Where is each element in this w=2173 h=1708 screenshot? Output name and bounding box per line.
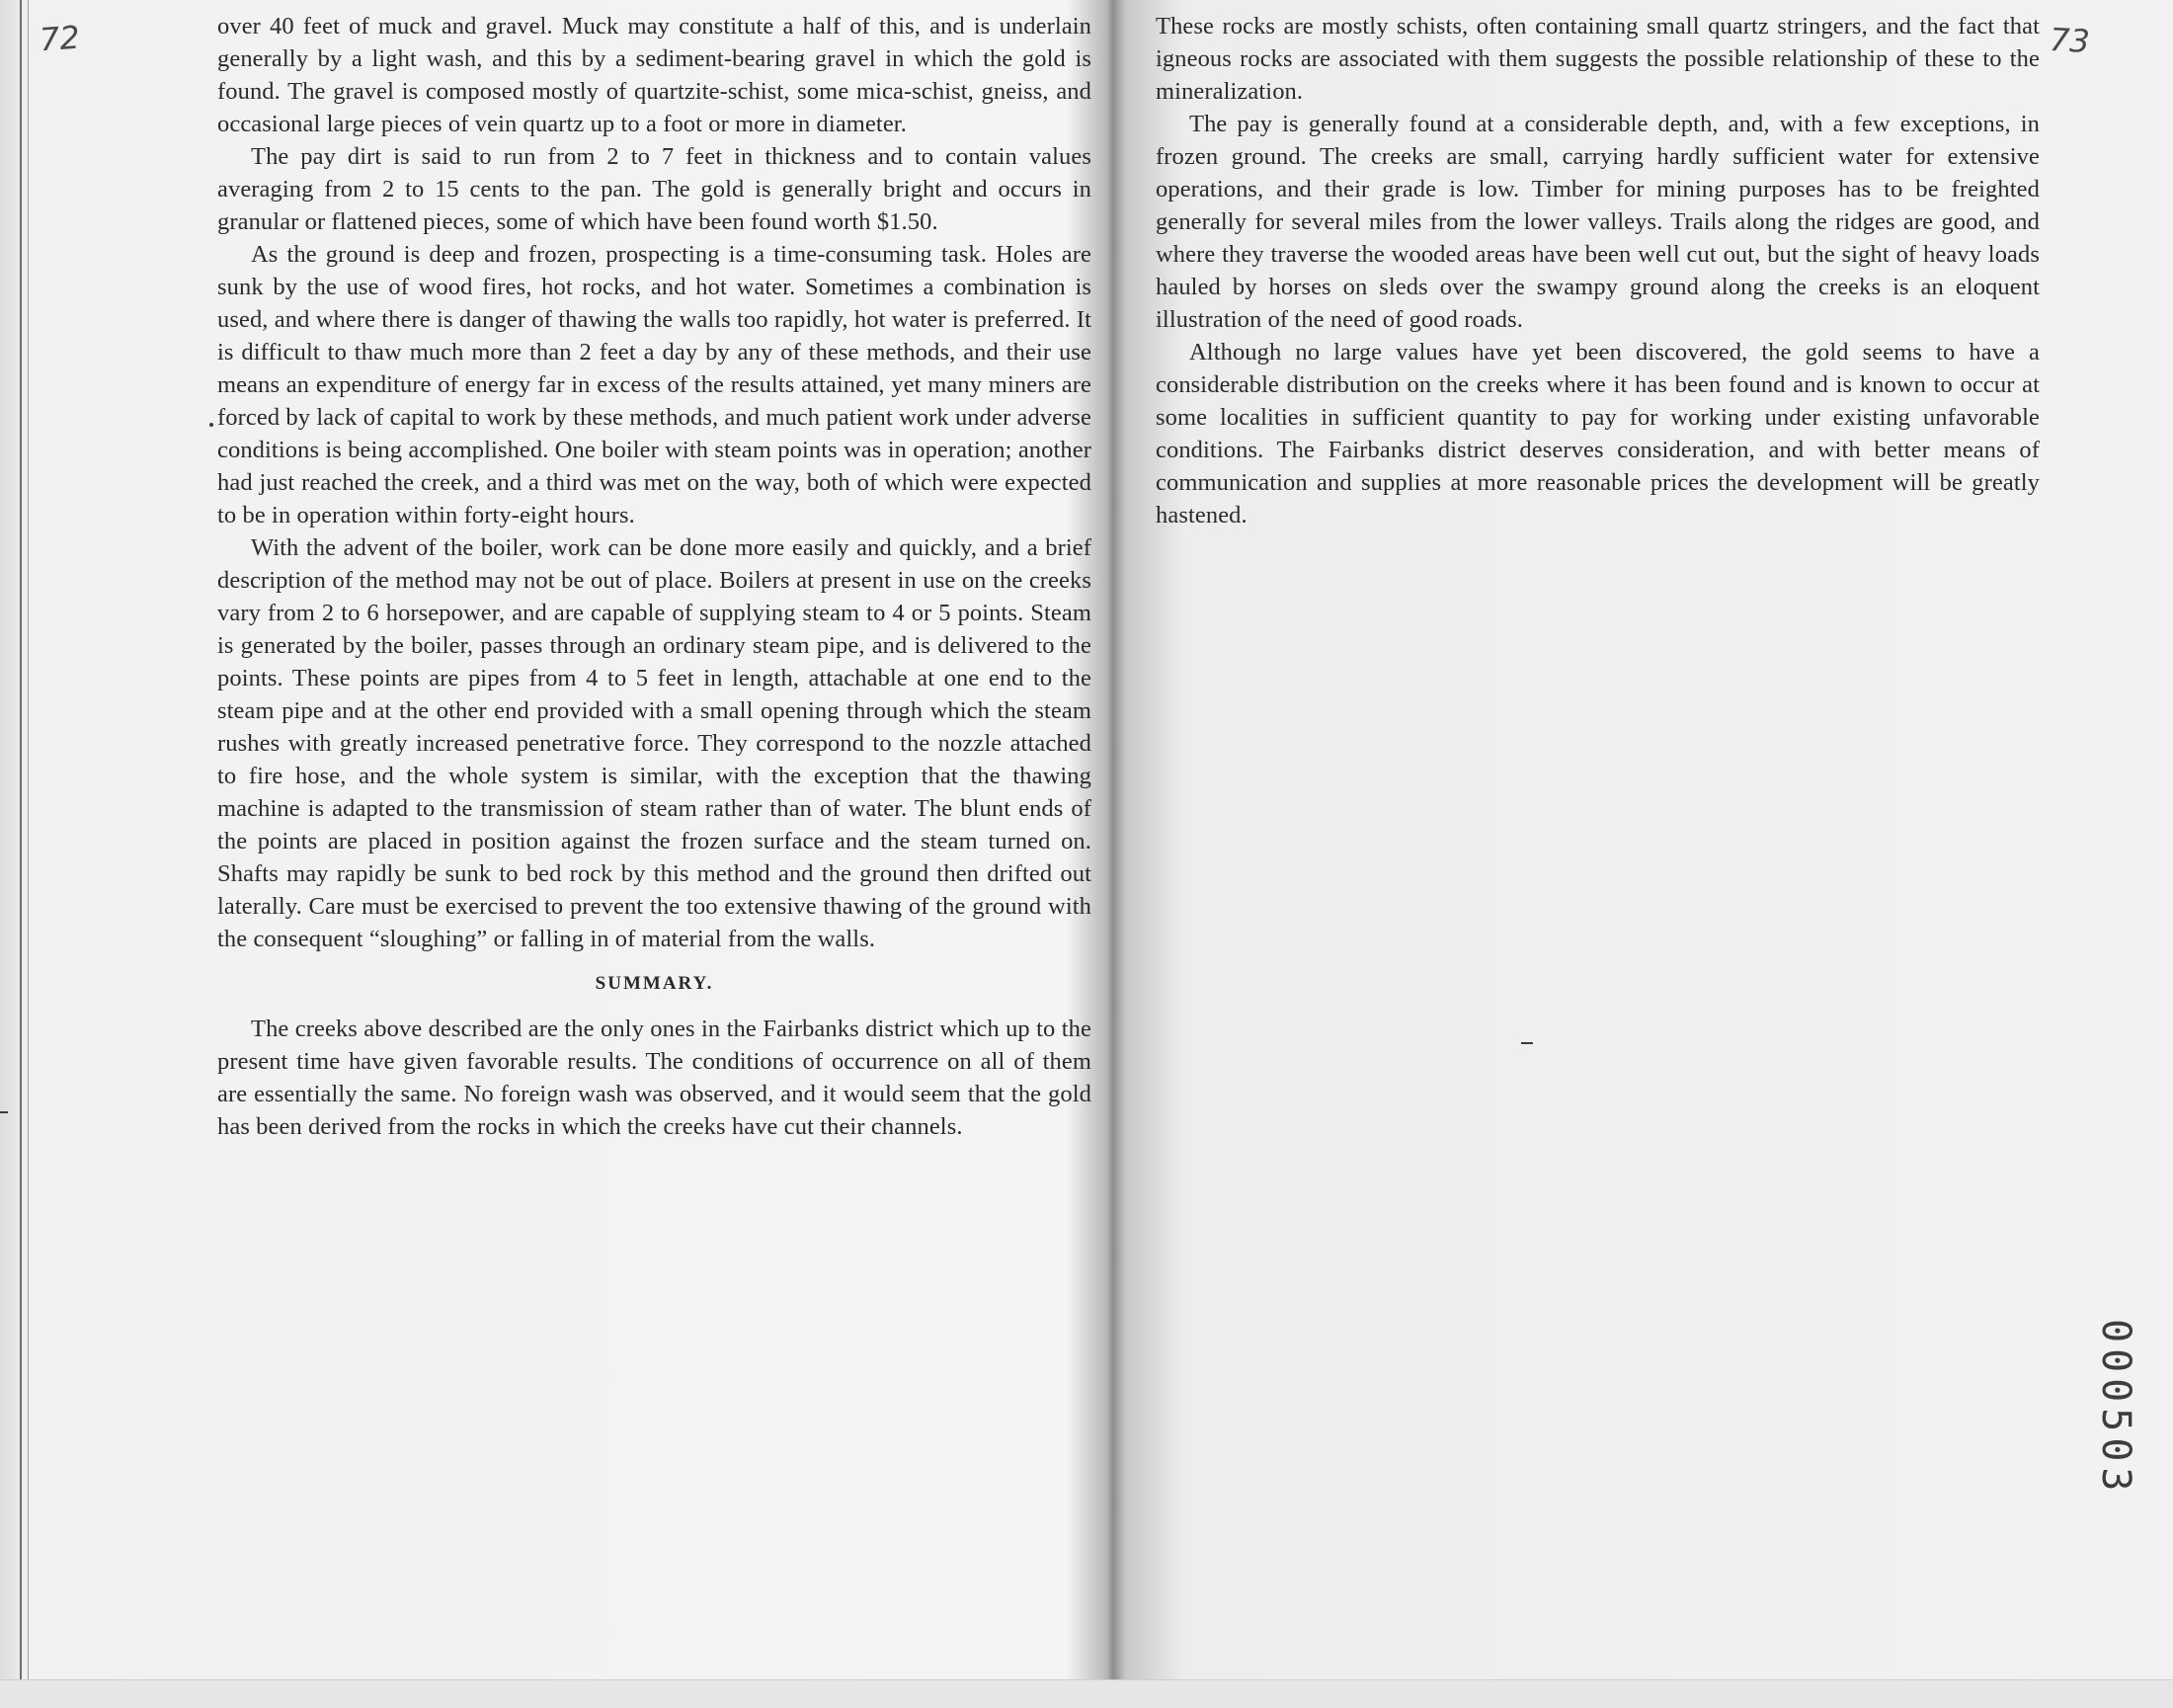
left-page-number: 72	[38, 18, 81, 59]
scan-speck	[1521, 1042, 1533, 1044]
left-page-text	[217, 10, 1091, 1143]
paragraph: The pay is generally found at a considerable depth, and, with a few exceptions, in frozen ground. The creeks are small, carrying hardly sufficient water for extensive operations, and their grade is low. Timber for mining purposes has to be freighted generally for several miles from the lower valleys. Trails along the ridges are good, and where they traverse the wooded areas have been well cut out, but the sight of heavy loads hauled by horses on sleds over the swampy ground along the creeks is an eloquent illustration of the need of good roads.	[1156, 111, 2040, 333]
scan-bottom-margin	[0, 1679, 2173, 1708]
page-edge	[20, 0, 29, 1679]
archive-stamp	[2093, 1319, 2148, 1516]
right-page-number: 73	[2049, 20, 2091, 61]
archive-stamp-number: 000503	[2093, 1319, 2138, 1498]
paragraph: With the advent of the boiler, work can be done more easily and quickly, and a brief description of the method may not be out of place. Boilers at present in use on the creeks vary from 2 to 6 horsepower, and are capable of supplying steam to 4 or 5 points. Steam is generated by the boiler, passes through an ordinary steam pipe, and is delivered to the points. These points are pipes from 4 to 5 feet in length, attachable at one end to the steam pipe and at the other end provided with a small opening through which the steam rushes with greatly increased penetrative force. They correspond to the nozzle attached to fire hose, and the whole system is similar, with the exception that the thawing machine is adapted to the transmission of steam rather than of water. The blunt ends of the points are placed in position against the frozen surface and the steam turned on. Shafts may rapidly be sunk to bed rock by this method and the ground then drifted out laterally. Care must be exercised to prevent the too extensive thawing of the ground with the consequent “sloughing” or falling in of material from the walls.	[217, 534, 1091, 952]
scan-speck	[0, 1111, 8, 1113]
summary-paragraph: The creeks above described are the only ones in the Fairbanks district which up to the present time have given favorable results. The conditions of occurrence on all of them are essentially the same. No foreign wash was observed, and it would seem that the gold has been derived from the rocks in which the creeks have cut their channels.	[217, 1016, 1091, 1140]
paragraph: As the ground is deep and frozen, prospecting is a time-consuming task. Holes are sunk by the use of wood fires, hot rocks, and hot water. Sometimes a combination is used, and where there is danger of thawing the walls too rapidly, hot water is preferred. It is difficult to thaw much more than 2 feet a day by any of these methods, and their use means an expenditure of energy far in excess of the results attained, yet many miners are forced by lack of capital to work by these methods, and much patient work under adverse conditions is being accomplished. One boiler with steam points was in operation; another had just reached the creek, and a third was met on the way, both of which were expected to be in operation within forty-eight hours.	[217, 241, 1091, 529]
paragraph: Although no large values have yet been discovered, the gold seems to have a considerable distribution on the creeks where it has been found and is known to occur at some localities in sufficient quantity to pay for working under existing unfavorable conditions. The Fairbanks district deserves consideration, and with better means of communication and supplies at more reasonable prices the development will be greatly hastened.	[1156, 339, 2040, 529]
summary-heading: SUMMARY.	[595, 973, 714, 994]
right-page-text	[1156, 10, 2040, 531]
paragraph: over 40 feet of muck and gravel. Muck may constitute a half of this, and is underlain generally by a light wash, and this by a sediment-bearing gravel in which the gold is found. The gravel is composed mostly of quartzite-schist, some mica-schist, gneiss, and occasional large pieces of vein quartz up to a foot or more in diameter.	[217, 13, 1091, 137]
scan-speck	[209, 423, 213, 427]
paragraph: The pay dirt is said to run from 2 to 7 feet in thickness and to contain values averaging from 2 to 15 cents to the pan. The gold is generally bright and occurs in granular or flattened pieces, some of which have been found worth $1.50.	[217, 143, 1091, 235]
paragraph: These rocks are mostly schists, often containing small quartz stringers, and the fact that igneous rocks are associated with them suggests the possible relationship of these to the mineralization.	[1156, 13, 2040, 105]
